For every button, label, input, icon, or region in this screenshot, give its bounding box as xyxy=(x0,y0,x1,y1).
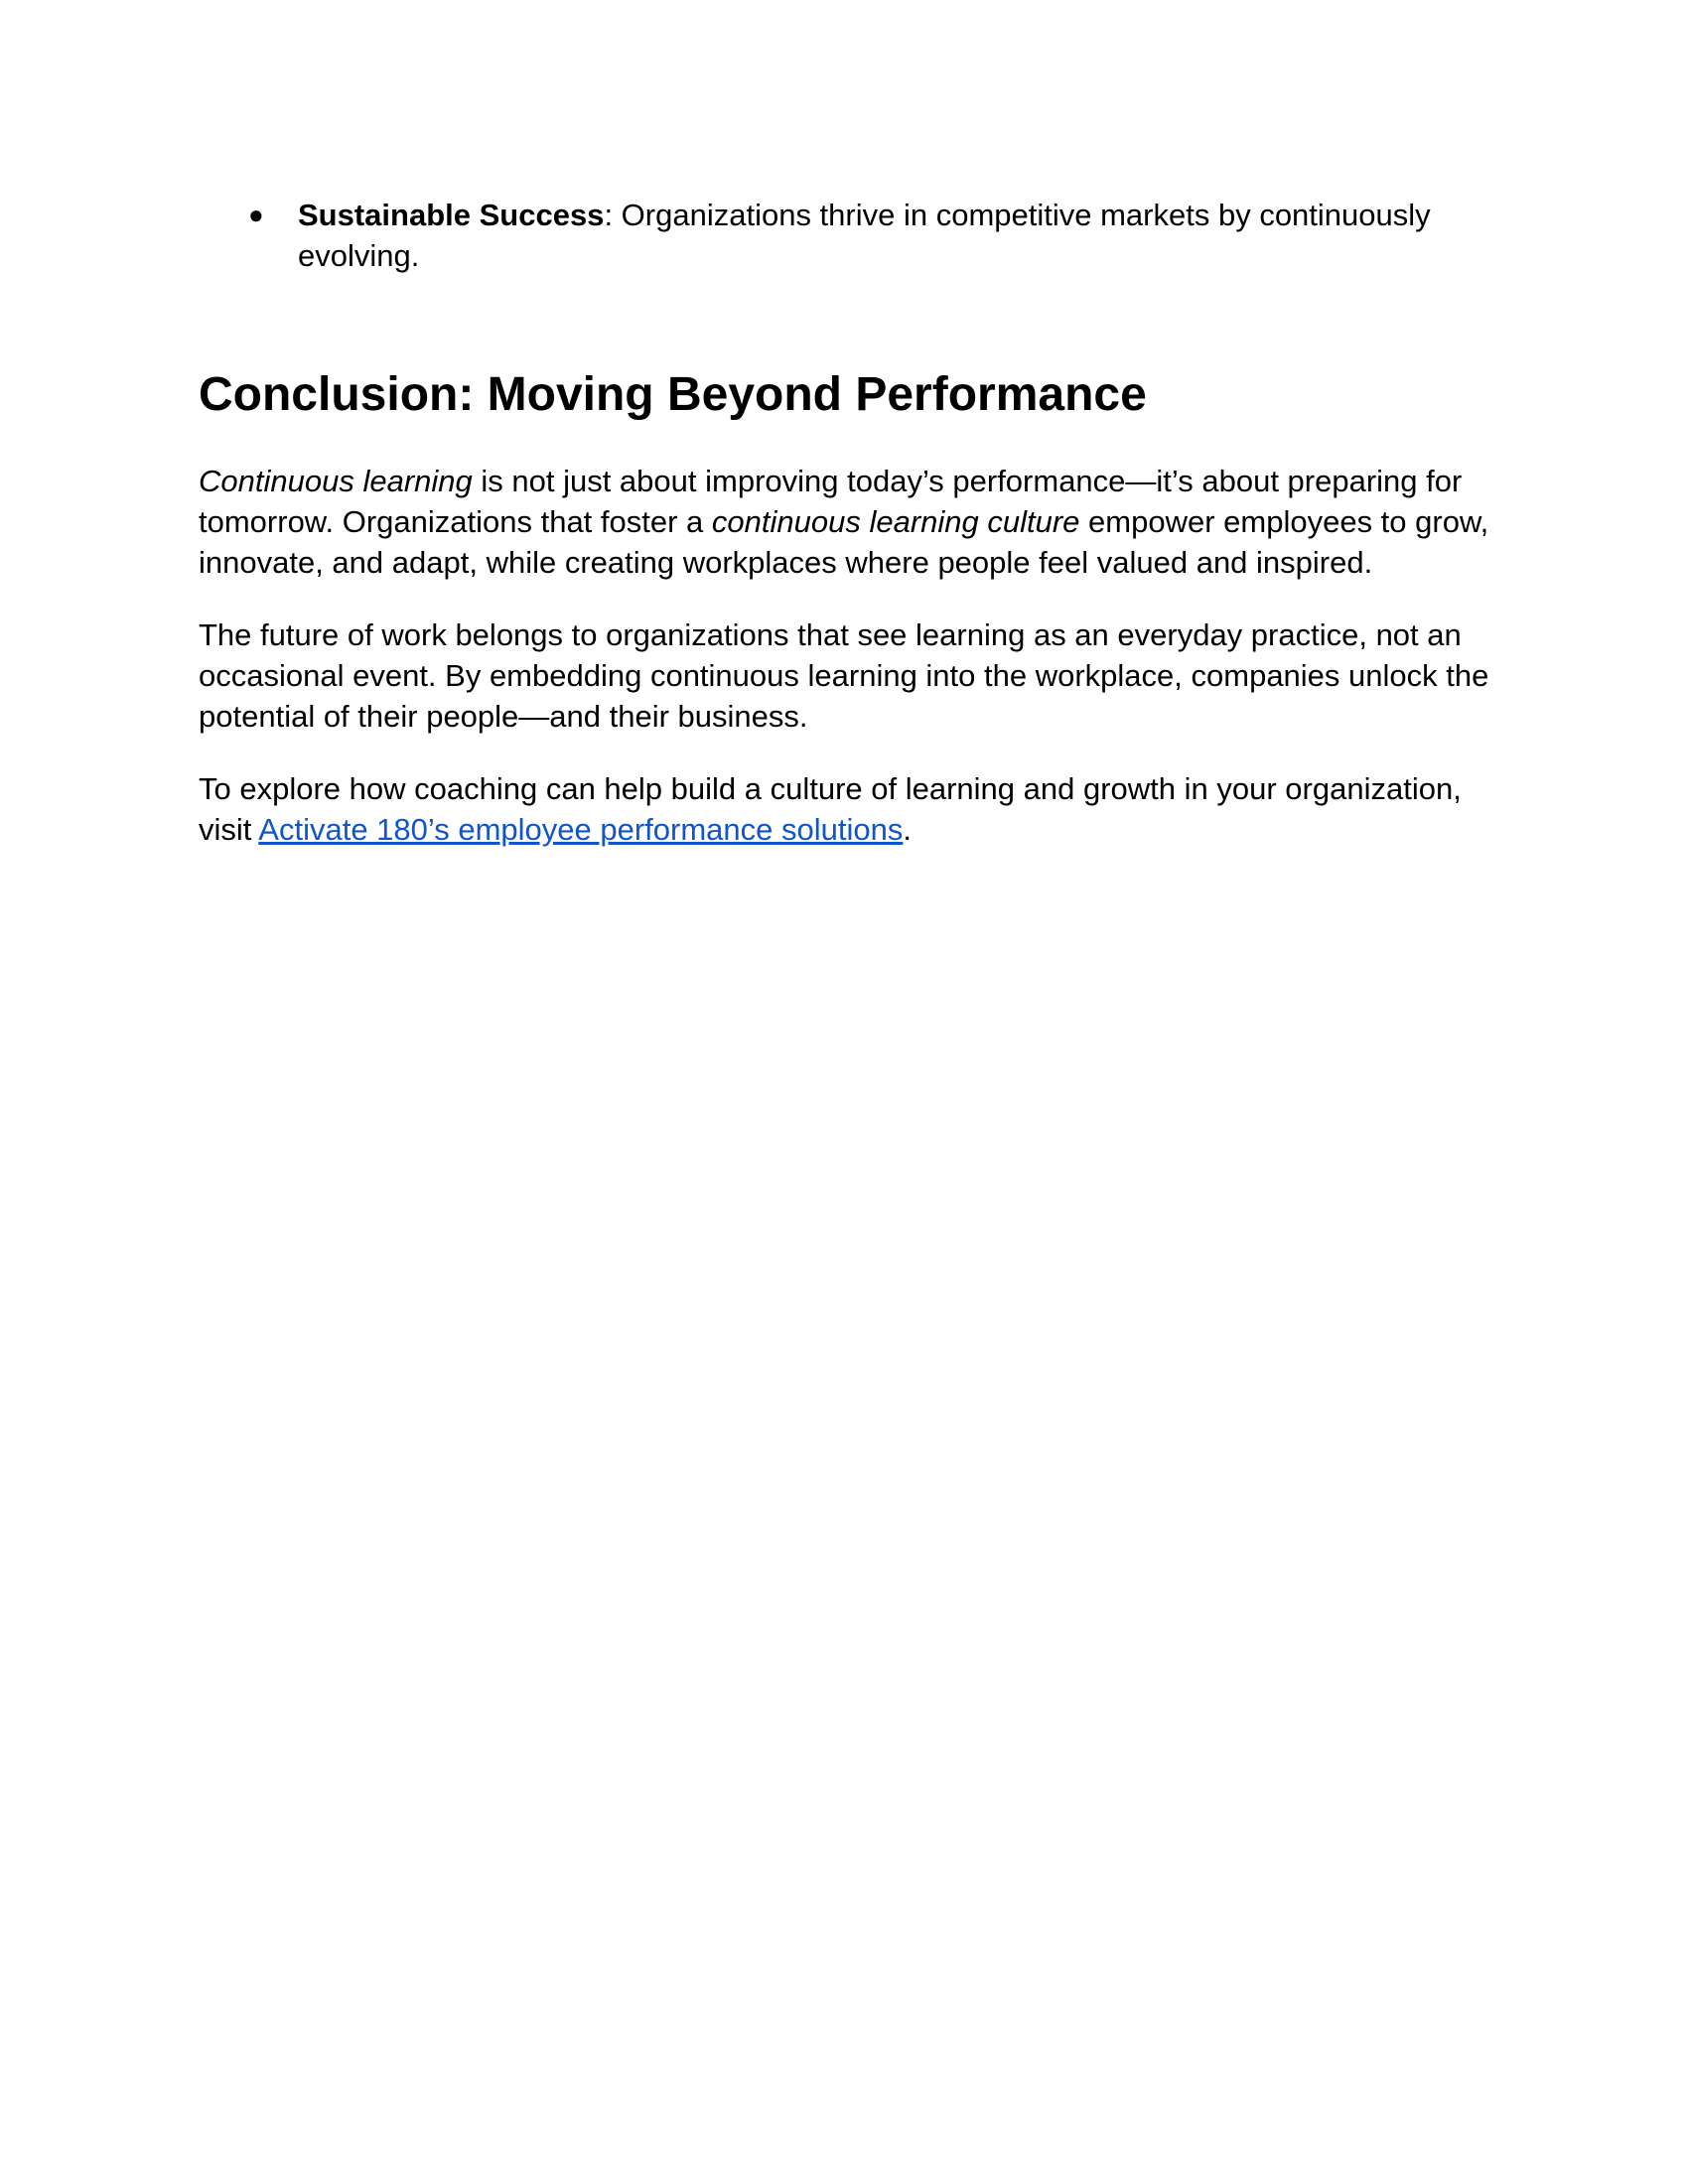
bullet-label: Sustainable Success xyxy=(298,198,605,232)
paragraph-future-of-work: The future of work belongs to organizations that see learning as an everyday practice, not an occasional event. By embedding continuous learning into the workplace, companies unlock the potential of their people—and their business. xyxy=(199,617,1489,734)
bullet-text: Organizations thrive in competitive markets by continuously evolving. xyxy=(298,198,1431,273)
paragraph-intro xyxy=(199,461,1489,583)
document-content xyxy=(199,195,1489,850)
bullet-list xyxy=(199,195,1489,276)
paragraph-intro-text-2: empower employees to grow, innovate, and adapt, while creating workplaces where people feel valued and inspired. xyxy=(199,504,1489,580)
cta-trailing-period: . xyxy=(903,812,912,847)
performance-solutions-link[interactable]: Activate 180’s employee performance solutions xyxy=(258,812,904,847)
cta-text: To explore how coaching can help build a culture of learning and growth in your organization, visit xyxy=(199,771,1462,847)
paragraph-call-to-action xyxy=(199,768,1489,850)
bullet-separator: : xyxy=(604,198,614,232)
emphasis-continuous-learning: Continuous learning xyxy=(199,464,473,498)
emphasis-learning-culture: continuous learning culture xyxy=(711,504,1080,539)
paragraph-intro-text-1: is not just about improving today’s performance—it’s about preparing for tomorrow. Organizations that foster a xyxy=(199,464,1463,539)
section-heading: Conclusion: Moving Beyond Performance xyxy=(199,368,1147,421)
bullet-icon: ● xyxy=(248,200,264,229)
list-item xyxy=(199,195,1489,276)
